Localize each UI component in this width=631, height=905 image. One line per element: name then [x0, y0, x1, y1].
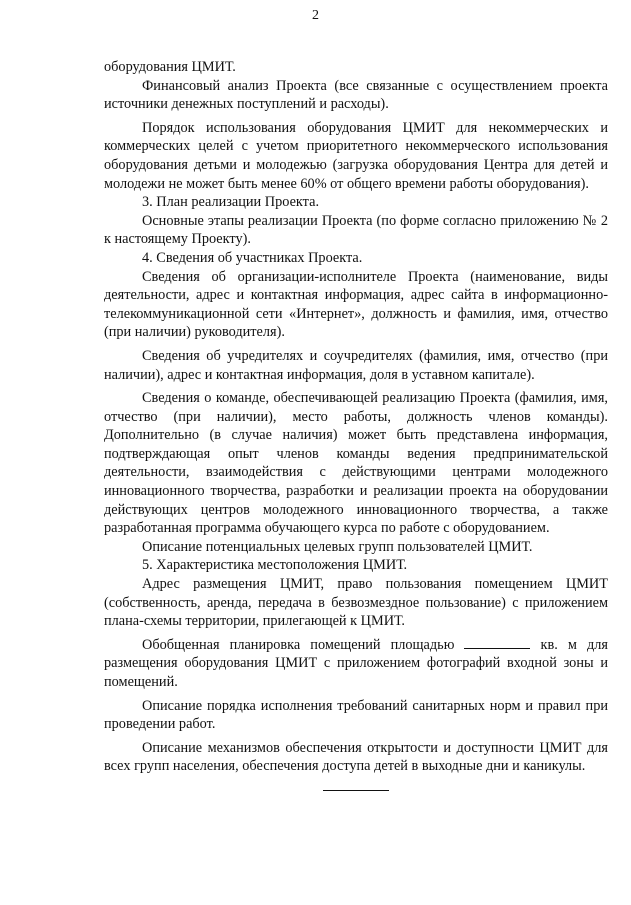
end-of-document-line	[323, 790, 389, 791]
paragraph: Финансовый анализ Проекта (все связанные с осуществлением проекта источники денежных поступлений и расходы).	[104, 77, 608, 113]
section-heading: 4. Сведения об участниках Проекта.	[142, 249, 363, 266]
paragraph: Описание механизмов обеспечения открытости и доступности ЦМИТ для всех групп населения, обеспечения доступа детей в выходные дни и каникулы.	[104, 739, 608, 775]
document-body	[104, 58, 608, 776]
section-heading: 3. План реализации Проекта.	[142, 194, 320, 211]
paragraph: Сведения об организации-исполнителе Проекта (наименование, виды деятельности, адрес и контактная информация, адрес сайта в информационно-телекоммуникационной сети «Интернет», должность и фамилия, имя, отчество (при наличии) руководителя).	[104, 268, 608, 341]
page-number: 2	[312, 8, 319, 23]
paragraph: Описание потенциальных целевых групп пользователей ЦМИТ.	[142, 538, 533, 555]
paragraph: Порядок использования оборудования ЦМИТ для некоммерческих и коммерческих целей с учетом приоритетного некоммерческого использования оборудования детьми и молодежью (загрузка оборудования Центра для детей и молодежи не может быть менее 60% от общего времени работы оборудования).	[104, 119, 608, 192]
paragraph	[104, 636, 608, 692]
paragraph: Сведения о команде, обеспечивающей реализацию Проекта (фамилия, имя, отчество (при наличии), место работы, должность членов команды). Дополнительно (в случае наличия) может быть представлена информация, подтверждающая опыт членов команды ведения предпринимательской деятельности, взаимодействия с действующими центрами молодежного инновационного творчества, разработки и реализации проекта на оборудовании действующих центров молодежного инновационного творчества, а также разработанная программа обучающего курса по работе с оборудованием.	[104, 390, 608, 537]
paragraph: оборудования ЦМИТ.	[104, 59, 236, 75]
section-heading: 5. Характеристика местоположения ЦМИТ.	[142, 557, 408, 574]
paragraph: Сведения об учредителях и соучредителях (фамилия, имя, отчество (при наличии), адрес и контактная информация, доля в уставном капитале).	[104, 347, 608, 383]
fill-in-blank	[464, 636, 530, 649]
paragraph-part: кв. м для размещения оборудования ЦМИТ с приложением фотографий входной зоны и помещений.	[104, 636, 609, 690]
paragraph: Описание порядка исполнения требований санитарных норм и правил при проведении работ.	[104, 697, 608, 733]
paragraph: Адрес размещения ЦМИТ, право пользования помещением ЦМИТ (собственность, аренда, передача в безвозмездное пользование) с приложением плана-схемы территории, прилегающей к ЦМИТ.	[104, 576, 608, 630]
paragraph: Основные этапы реализации Проекта (по форме согласно приложению № 2 к настоящему Проекту).	[104, 212, 608, 248]
paragraph-part: Обобщенная планировка помещений площадью	[142, 636, 455, 653]
